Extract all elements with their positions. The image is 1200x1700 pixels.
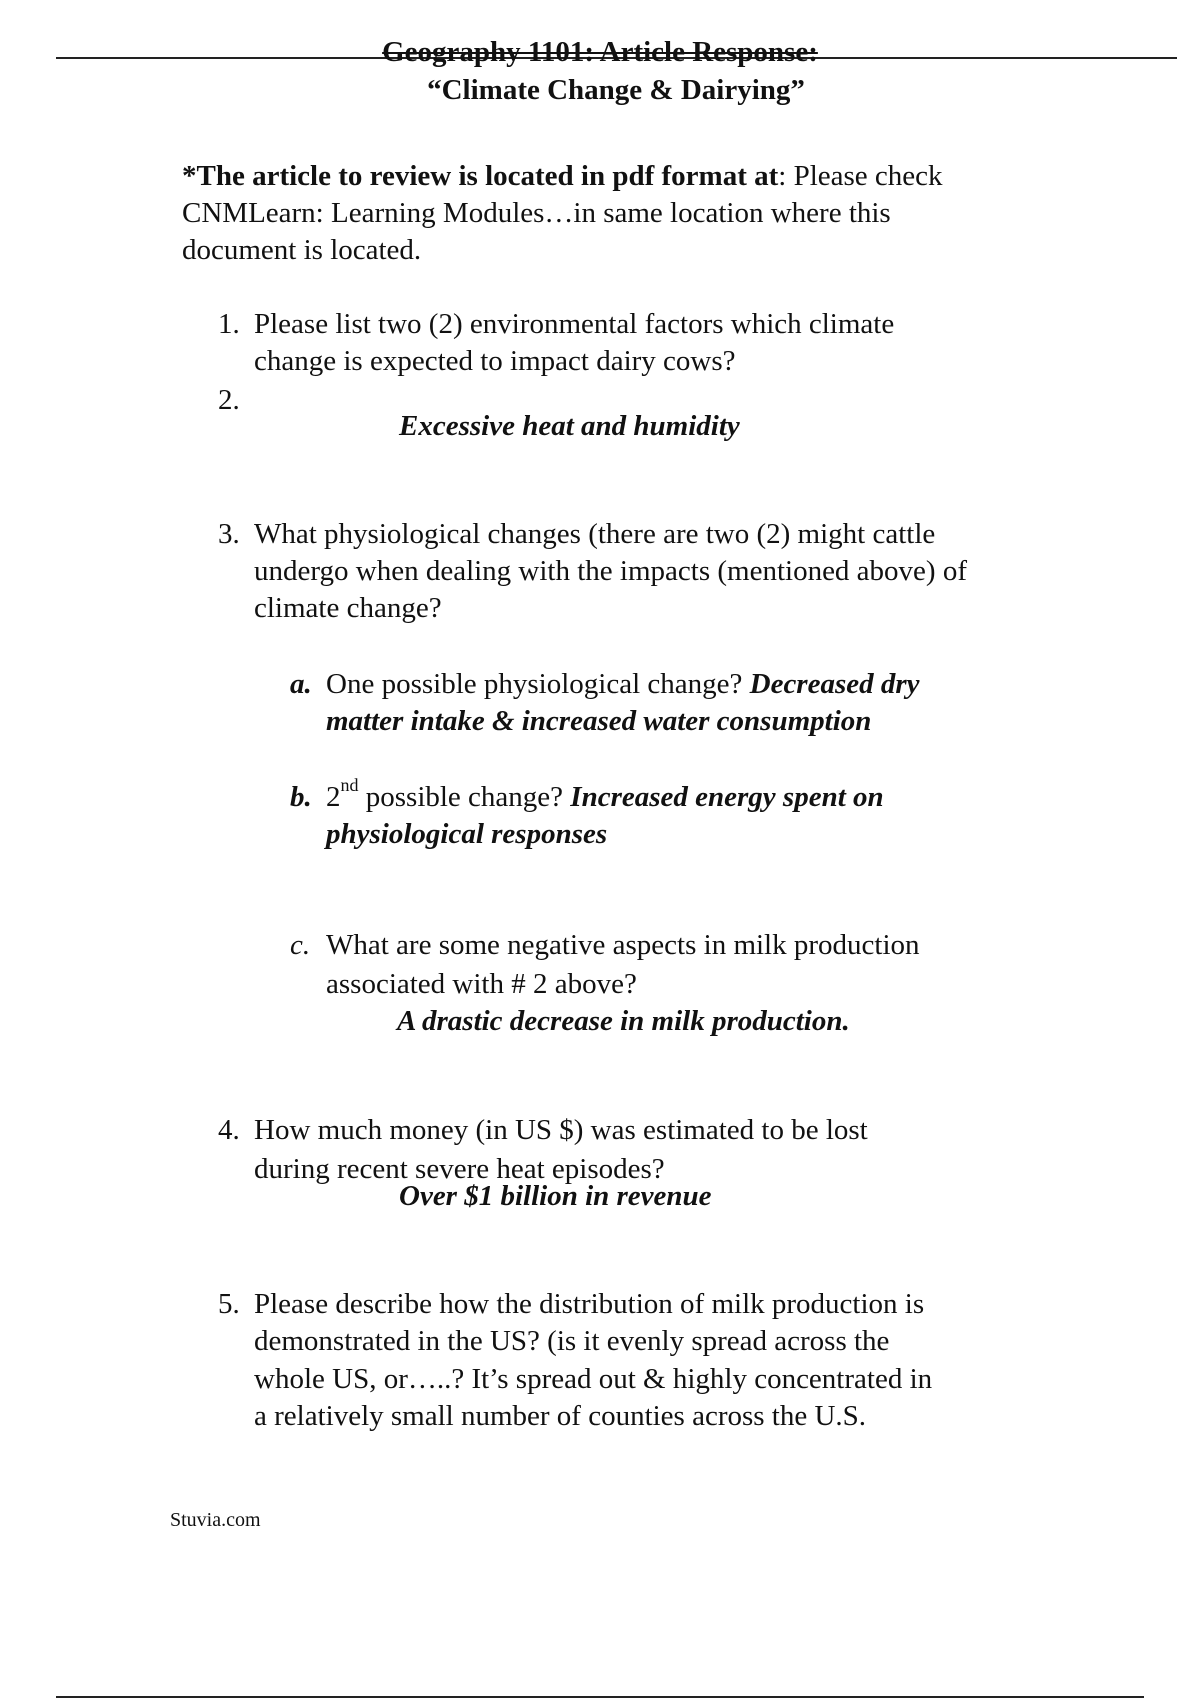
title-line-2: “Climate Change & Dairying” bbox=[427, 74, 805, 106]
q3b-line-1 bbox=[326, 775, 884, 816]
q1-line-1: Please list two (2) environmental factors which climate bbox=[254, 308, 895, 340]
q5-line-4: a relatively small number of counties across the U.S. bbox=[254, 1400, 867, 1432]
q4-answer: Over $1 billion in revenue bbox=[399, 1180, 712, 1212]
q3b-answer-1: Increased energy spent on bbox=[570, 781, 884, 813]
q3b-question-sup: nd bbox=[340, 775, 359, 796]
q3-line-1: What physiological changes (there are two (2) might cattle bbox=[254, 518, 936, 550]
footer-source: Stuvia.com bbox=[170, 1509, 261, 1531]
q3c-line-2: associated with # 2 above? bbox=[326, 968, 637, 1000]
intro-line-1 bbox=[182, 158, 943, 195]
q5-number: 5. bbox=[218, 1288, 240, 1320]
q2-number: 2. bbox=[218, 384, 240, 416]
intro-line-2: CNMLearn: Learning Modules…in same location where this bbox=[182, 197, 891, 229]
q3a-question: One possible physiological change? bbox=[326, 668, 750, 700]
q3a-label: a. bbox=[290, 668, 312, 700]
intro-rest: : Please check bbox=[778, 160, 943, 192]
q4-line-2: during recent severe heat episodes? bbox=[254, 1153, 665, 1185]
q3a-answer-2: matter intake & increased water consumption bbox=[326, 705, 872, 737]
q1-number: 1. bbox=[218, 308, 240, 340]
q3b-answer-2: physiological responses bbox=[326, 818, 608, 850]
q3-line-3: climate change? bbox=[254, 592, 442, 624]
bottom-rule bbox=[56, 1696, 1144, 1698]
q3-number: 3. bbox=[218, 518, 240, 550]
q3-line-2: undergo when dealing with the impacts (mentioned above) of bbox=[254, 555, 967, 587]
q3c-line-1: What are some negative aspects in milk production bbox=[326, 929, 920, 961]
q4-line-1: How much money (in US $) was estimated to be lost bbox=[254, 1114, 868, 1146]
q5-line-1: Please describe how the distribution of milk production is bbox=[254, 1288, 925, 1320]
q3c-answer: A drastic decrease in milk production. bbox=[397, 1005, 850, 1037]
q4-number: 4. bbox=[218, 1114, 240, 1146]
q5-line-3: whole US, or…..? It’s spread out & highly concentrated in bbox=[254, 1363, 933, 1395]
intro-bold-lead: *The article to review is located in pdf format at bbox=[182, 160, 779, 192]
q3a-answer-1: Decreased dry bbox=[749, 668, 920, 700]
intro-line-3: document is located. bbox=[182, 234, 422, 266]
q3a-line-1 bbox=[326, 666, 920, 703]
q5-line-2: demonstrated in the US? (is it evenly spread across the bbox=[254, 1325, 890, 1357]
q3c-label: c. bbox=[290, 929, 311, 961]
title-line-1: Geography 1101: Article Response: bbox=[382, 36, 818, 68]
q1-line-2: change is expected to impact dairy cows? bbox=[254, 345, 736, 377]
q3b-question-rest: possible change? bbox=[358, 781, 571, 813]
q3b-label: b. bbox=[290, 781, 312, 813]
q3b-question-num: 2 bbox=[326, 781, 341, 813]
q2-answer: Excessive heat and humidity bbox=[399, 410, 740, 442]
